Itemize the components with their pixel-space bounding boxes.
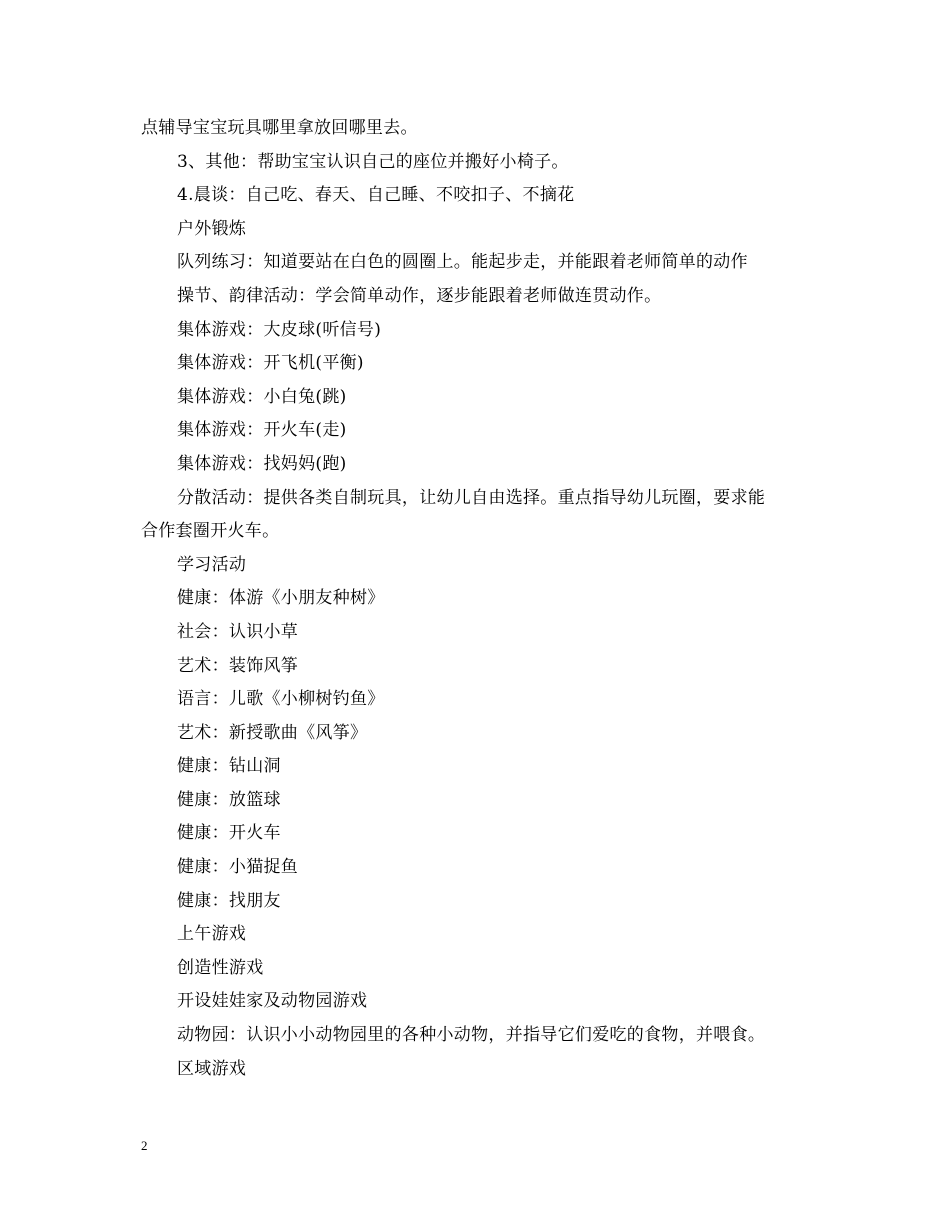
text-line: 3、其他：帮助宝宝认识自己的座位并搬好小椅子。 — [177, 151, 569, 172]
text-line: 集体游戏：大皮球(听信号) — [177, 319, 382, 340]
text-line: 点辅导宝宝玩具哪里拿放回哪里去。 — [141, 118, 418, 138]
text-line: 集体游戏：小白兔(跳) — [177, 386, 347, 407]
section-heading: 上午游戏 — [177, 924, 247, 945]
text-line: 操节、韵律活动：学会简单动作，逐步能跟着老师做连贯动作。 — [177, 285, 662, 306]
text-line: 健康：放篮球 — [177, 789, 281, 810]
text-line: 健康：体游《小朋友种树》 — [177, 588, 385, 609]
page-number: 2 — [141, 1138, 148, 1153]
document-body — [141, 112, 821, 1086]
text-line: 合作套圈开火车。 — [141, 521, 280, 542]
text-line: 动物园：认识小小动物园里的各种小动物，并指导它们爱吃的食物，并喂食。 — [177, 1025, 766, 1046]
text-line: 开设娃娃家及动物园游戏 — [177, 991, 368, 1012]
text-line: 集体游戏：开飞机(平衡) — [177, 353, 364, 374]
text-line: 队列练习：知道要站在白色的圆圈上。能起步走，并能跟着老师简单的动作 — [177, 252, 748, 273]
text-line: 语言：儿歌《小柳树钓鱼》 — [177, 689, 385, 710]
text-line: 健康：小猫捉鱼 — [177, 857, 299, 878]
text-line: 艺术：新授歌曲《风筝》 — [177, 722, 368, 743]
text-line: 集体游戏：找妈妈(跑) — [177, 453, 347, 474]
text-line: 社会：认识小草 — [177, 621, 299, 642]
text-line: 创造性游戏 — [177, 957, 264, 978]
text-line: 健康：找朋友 — [177, 890, 281, 911]
section-heading: 户外锻炼 — [177, 218, 247, 239]
text-line: 健康：开火车 — [177, 823, 281, 844]
text-line: 艺术：装饰风筝 — [177, 655, 299, 676]
section-heading: 学习活动 — [177, 554, 247, 575]
text-line: 健康：钻山洞 — [177, 756, 281, 777]
text-line: 区域游戏 — [177, 1058, 247, 1079]
text-line: 4.晨谈：自己吃、春天、自己睡、不咬扣子、不摘花 — [177, 185, 575, 206]
text-line: 分散活动：提供各类自制玩具，让幼儿自由选择。重点指导幼儿玩圈，要求能 — [177, 487, 766, 508]
text-line: 集体游戏：开火车(走) — [177, 420, 347, 441]
